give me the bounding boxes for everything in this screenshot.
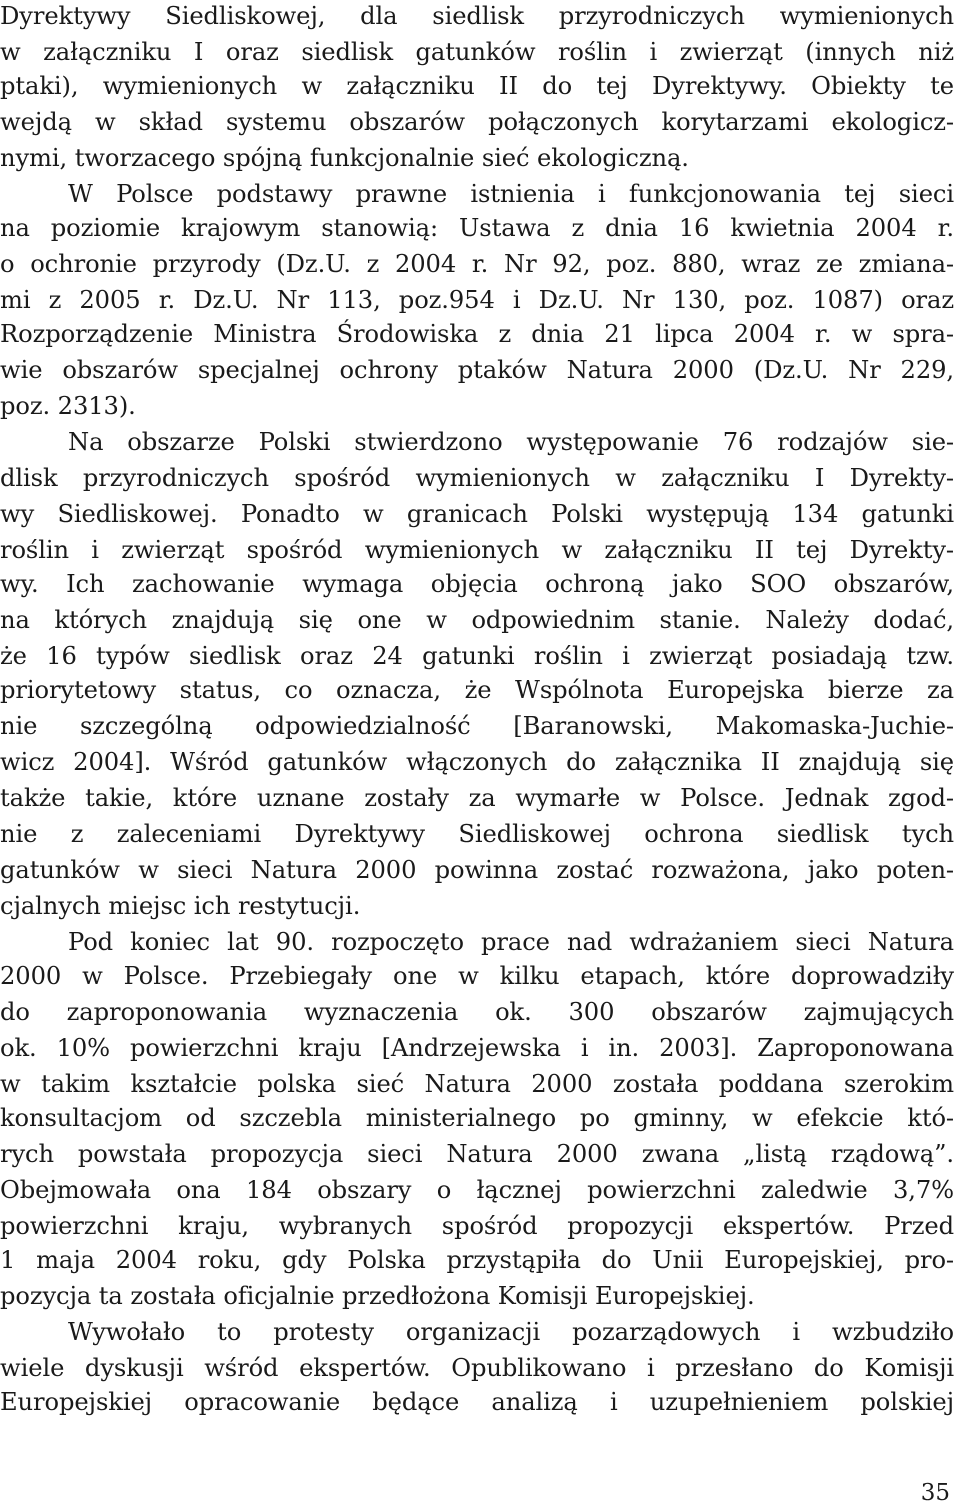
text-line: pozycja ta została oficjalnie przedłożona Komisji Europejskiej. bbox=[0, 1282, 755, 1310]
text-line: cjalnych miejsc ich restytucji. bbox=[0, 892, 361, 920]
text-line: wy. Ich zachowanie wymaga objęcia ochroną jako SOO obszarów, bbox=[0, 570, 954, 598]
text-line: Rozporządzenie Ministra Środowiska z dnia 21 lipca 2004 r. w spra- bbox=[0, 320, 954, 348]
text-line: powierzchni kraju, wybranych spośród propozycji ekspertów. Przed bbox=[0, 1212, 954, 1240]
text-line: wie obszarów specjalnej ochrony ptaków Natura 2000 (Dz.U. Nr 229, bbox=[0, 356, 954, 384]
text-line: rych powstała propozycja sieci Natura 2000 zwana „listą rządową”. bbox=[0, 1140, 954, 1168]
text-line: Obejmowała ona 184 obszary o łącznej powierzchni zaledwie 3,7% bbox=[0, 1176, 954, 1204]
text-line: wicz 2004]. Wśród gatunków włączonych do załącznika II znajdują się bbox=[0, 748, 954, 776]
text-line: także takie, które uznane zostały za wymarłe w Polsce. Jednak zgod- bbox=[0, 784, 954, 812]
text-line: o ochronie przyrody (Dz.U. z 2004 r. Nr 92, poz. 880, wraz ze zmiana- bbox=[0, 250, 954, 278]
text-line: gatunków w sieci Natura 2000 powinna zostać rozważona, jako poten- bbox=[0, 856, 954, 884]
text-line: Na obszarze Polski stwierdzono występowanie 76 rodzajów sie- bbox=[68, 428, 954, 456]
text-line: 1 maja 2004 roku, gdy Polska przystąpiła do Unii Europejskiej, pro- bbox=[0, 1246, 954, 1274]
text-line: 2000 w Polsce. Przebiegały one w kilku etapach, które doprowadziły bbox=[0, 962, 954, 990]
text-line: wiele dyskusji wśród ekspertów. Opublikowano i przesłano do Komisji bbox=[0, 1354, 954, 1382]
text-line: konsultacjom od szczebla ministerialnego po gminny, w efekcie któ- bbox=[0, 1104, 954, 1132]
text-line: nie z zaleceniami Dyrektywy Siedliskowej ochrona siedlisk tych bbox=[0, 820, 954, 848]
text-line: roślin i zwierząt spośród wymienionych w załączniku II tej Dyrekty- bbox=[0, 536, 954, 564]
text-line: nymi, tworzacego spójną funkcjonalnie sieć ekologiczną. bbox=[0, 144, 689, 172]
text-line: w załączniku I oraz siedlisk gatunków roślin i zwierząt (innych niż bbox=[0, 38, 954, 66]
text-line: wejdą w skład systemu obszarów połączonych korytarzami ekologicz- bbox=[0, 108, 954, 136]
text-line: wy Siedliskowej. Ponadto w granicach Polski występują 134 gatunki bbox=[0, 500, 954, 528]
text-line: ok. 10% powierzchni kraju [Andrzejewska i in. 2003]. Zaproponowana bbox=[0, 1034, 954, 1062]
text-line: dlisk przyrodniczych spośród wymienionych w załączniku I Dyrekty- bbox=[0, 464, 954, 492]
text-line: Europejskiej opracowanie będące analizą i uzupełnieniem polskiej bbox=[0, 1388, 954, 1416]
text-line: Dyrektywy Siedliskowej, dla siedlisk przyrodniczych wymienionych bbox=[0, 2, 954, 30]
text-line: do zaproponowania wyznaczenia ok. 300 obszarów zajmujących bbox=[0, 998, 954, 1026]
text-line: nie szczególną odpowiedzialność [Baranowski, Makomaska-Juchie- bbox=[0, 712, 954, 740]
text-line: na których znajdują się one w odpowiednim stanie. Należy dodać, bbox=[0, 606, 954, 634]
page-number: 35 bbox=[920, 1480, 950, 1506]
text-line: W Polsce podstawy prawne istnienia i funkcjonowania tej sieci bbox=[68, 180, 954, 208]
text-line: w takim kształcie polska sieć Natura 2000 została poddana szerokim bbox=[0, 1070, 954, 1098]
text-line: Pod koniec lat 90. rozpoczęto prace nad wdrażaniem sieci Natura bbox=[68, 928, 954, 956]
text-line: priorytetowy status, co oznacza, że Wspólnota Europejska bierze za bbox=[0, 676, 954, 704]
text-line: mi z 2005 r. Dz.U. Nr 113, poz.954 i Dz.U. Nr 130, poz. 1087) oraz bbox=[0, 286, 954, 314]
text-line: poz. 2313). bbox=[0, 392, 136, 420]
text-line: na poziomie krajowym stanowią: Ustawa z dnia 16 kwietnia 2004 r. bbox=[0, 214, 954, 242]
text-line: ptaki), wymienionych w załączniku II do tej Dyrektywy. Obiekty te bbox=[0, 72, 954, 100]
text-line: że 16 typów siedlisk oraz 24 gatunki roślin i zwierząt posiadają tzw. bbox=[0, 642, 954, 670]
text-line: Wywołało to protesty organizacji pozarządowych i wzbudziło bbox=[68, 1318, 954, 1346]
